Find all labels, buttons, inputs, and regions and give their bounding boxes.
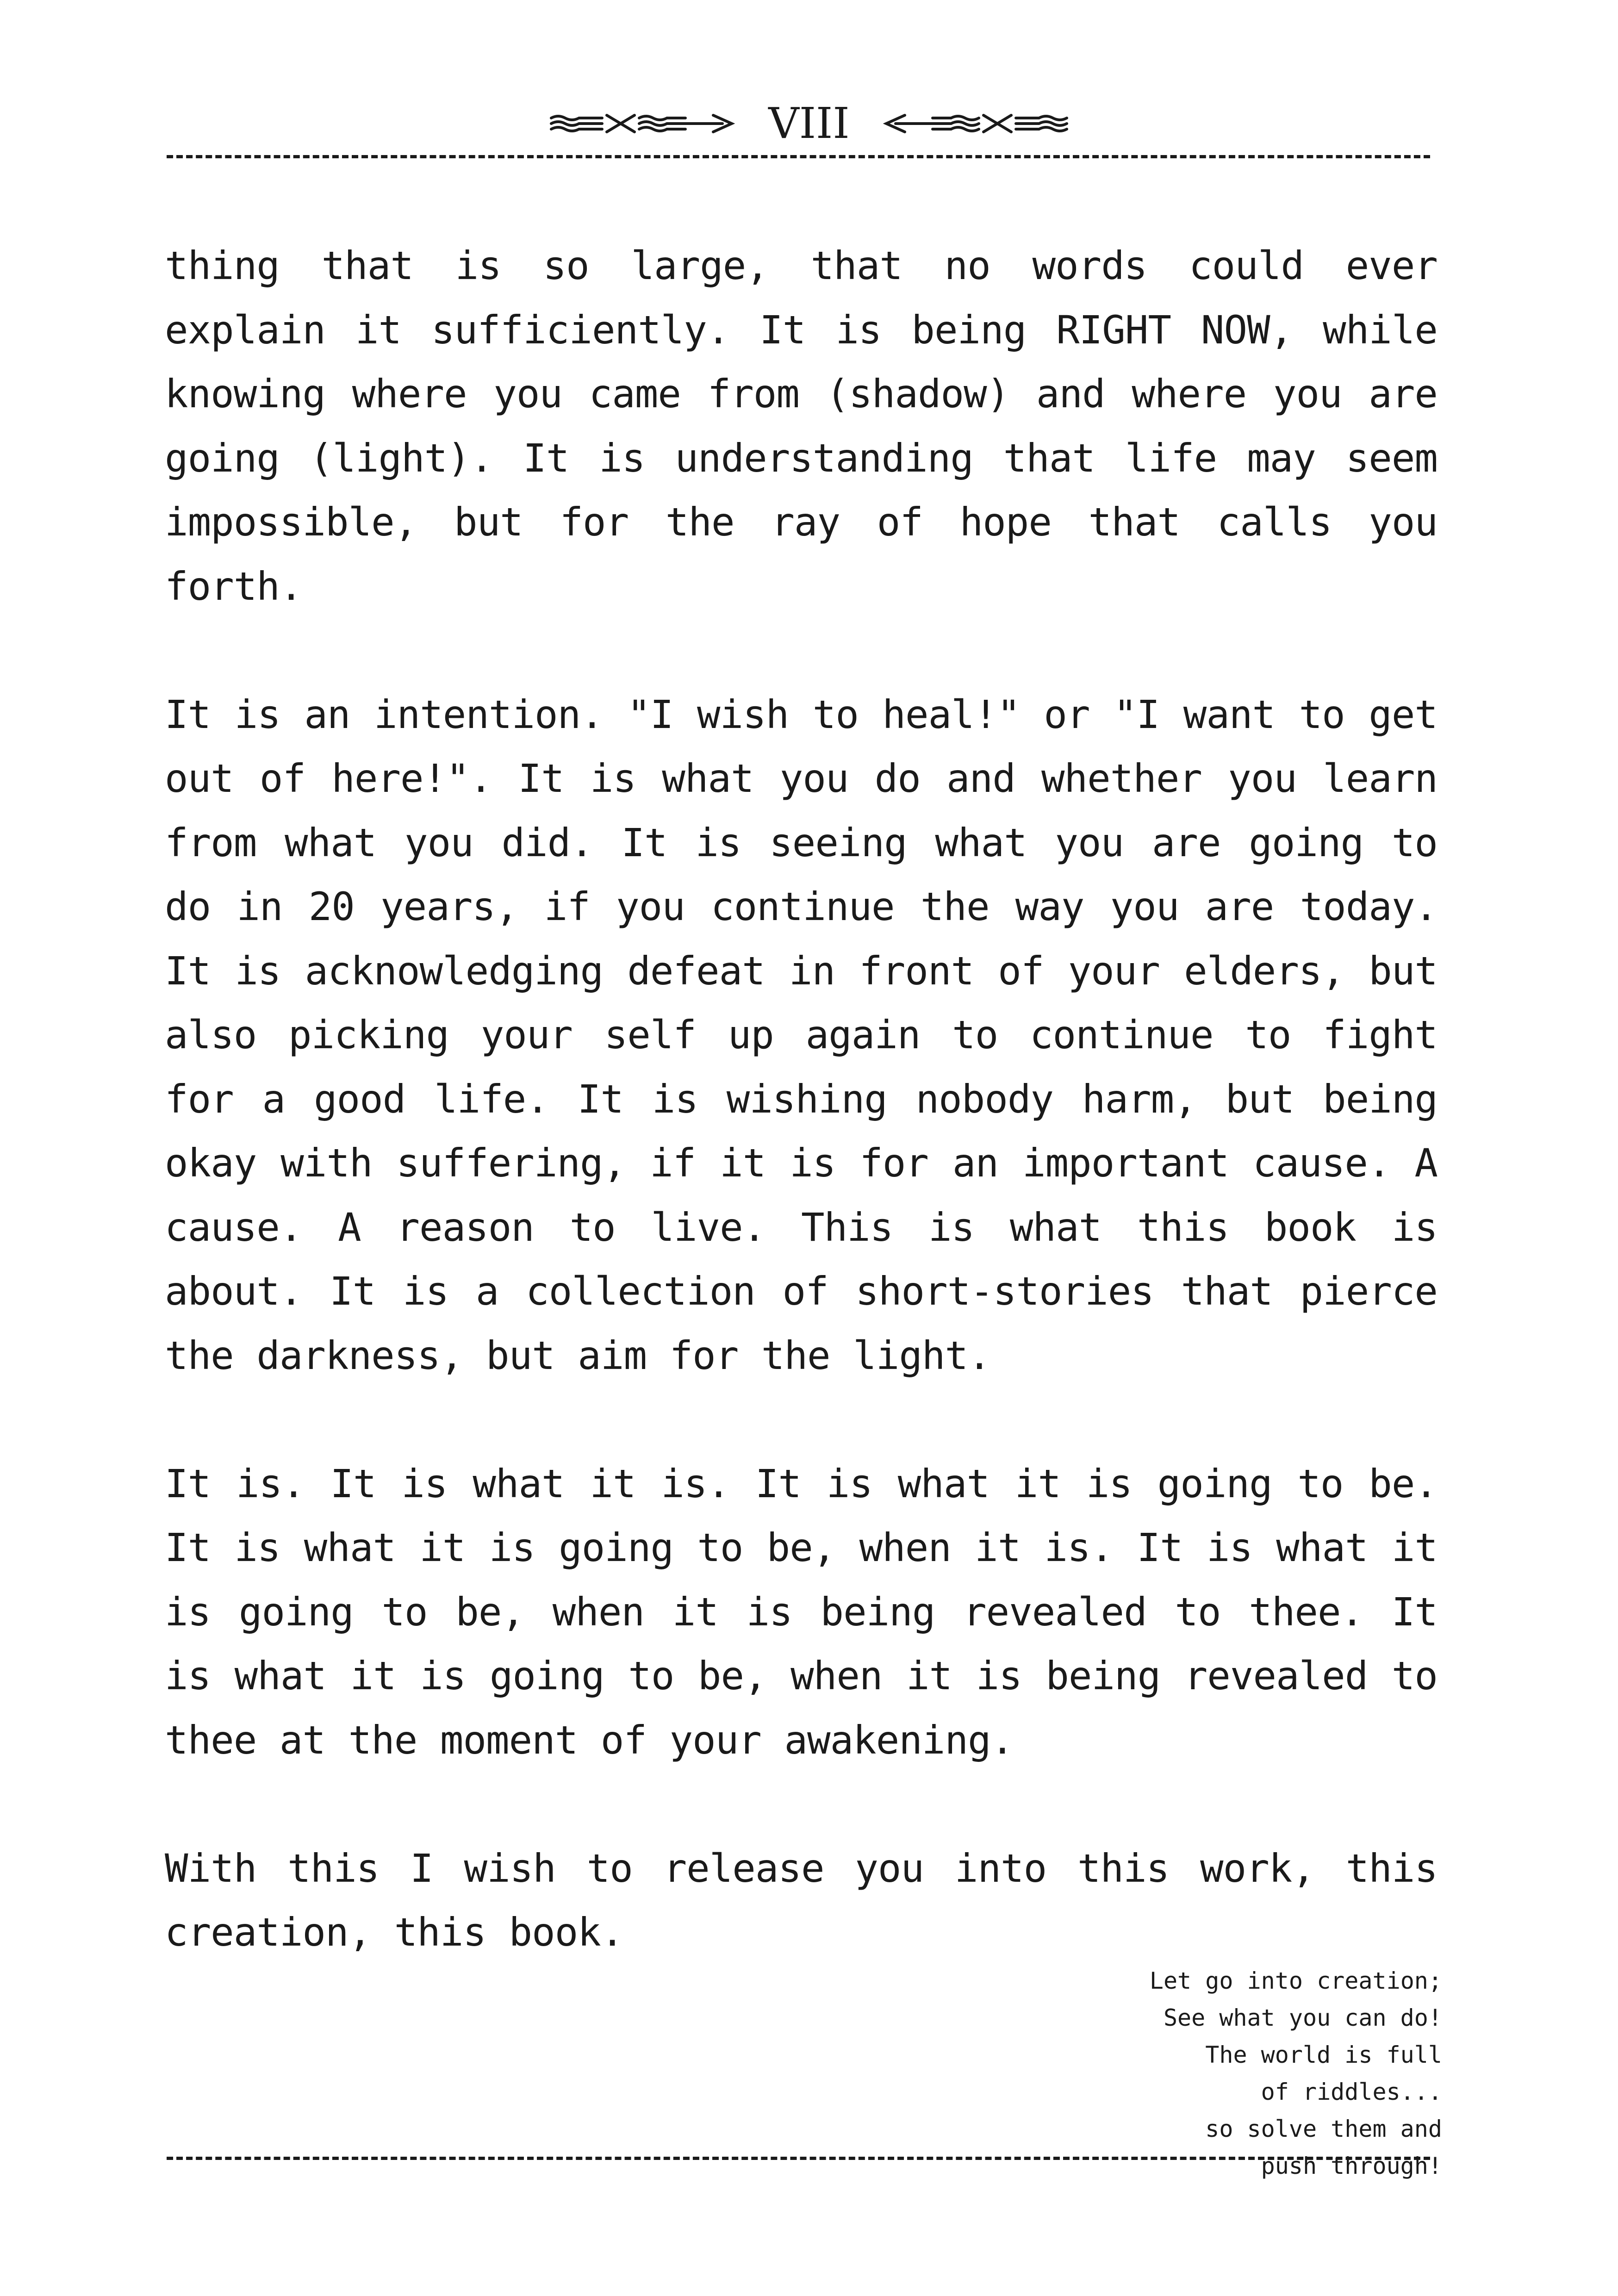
verse-line: See what you can do! <box>1163 2004 1442 2031</box>
body-text <box>165 234 1438 2028</box>
verse-line: Let go into creation; <box>1149 1967 1442 1994</box>
paragraph-2: It is an intention. "I wish to heal!" or "I want to get out of here!". It is what you do and whether you learn from what you did. It is seeing what you are going to do in 20 years, if you continue the way you are today. It is acknowledging defeat in front of your elders, but also picking your self up again to continue to fight for a good life. It is wishing nobody harm, but being okay with suffering, if it is for an important cause. A cause. A reason to live. This is what this book is about. It is a collection of short-stories that pierce the darkness, but aim for the light. <box>165 691 1438 1378</box>
verse-line: push through! <box>1261 2153 1442 2179</box>
left-flourish-icon <box>547 110 741 137</box>
verse-line: The world is full <box>1205 2041 1442 2068</box>
chapter-header <box>0 95 1618 149</box>
verse-line: so solve them and <box>1205 2116 1442 2142</box>
verse-line: of riddles... <box>1261 2078 1442 2105</box>
right-flourish-icon <box>877 110 1071 137</box>
top-dashed-rule <box>167 155 1430 158</box>
bottom-dashed-rule <box>167 2157 1430 2160</box>
chapter-numeral: VIII <box>768 99 850 149</box>
paragraph-3: It is. It is what it is. It is what it is going to be. It is what it is going to be, when it is. It is what it is going to be, when it is being revealed to thee. It is what it is going to be, when it is being revealed to thee at the moment of your awakening. <box>165 1461 1438 1763</box>
closing-verse <box>1150 1962 1442 2184</box>
paragraph-1: thing that is so large, that no words could ever explain it sufficiently. It is being RIGHT NOW, while knowing where you came from (shadow) and where you are going (light). It is understanding that life may seem impossible, but for the ray of hope that calls you forth. <box>165 243 1438 609</box>
paragraph-4: With this I wish to release you into this work, this creation, this book. <box>165 1845 1438 1955</box>
